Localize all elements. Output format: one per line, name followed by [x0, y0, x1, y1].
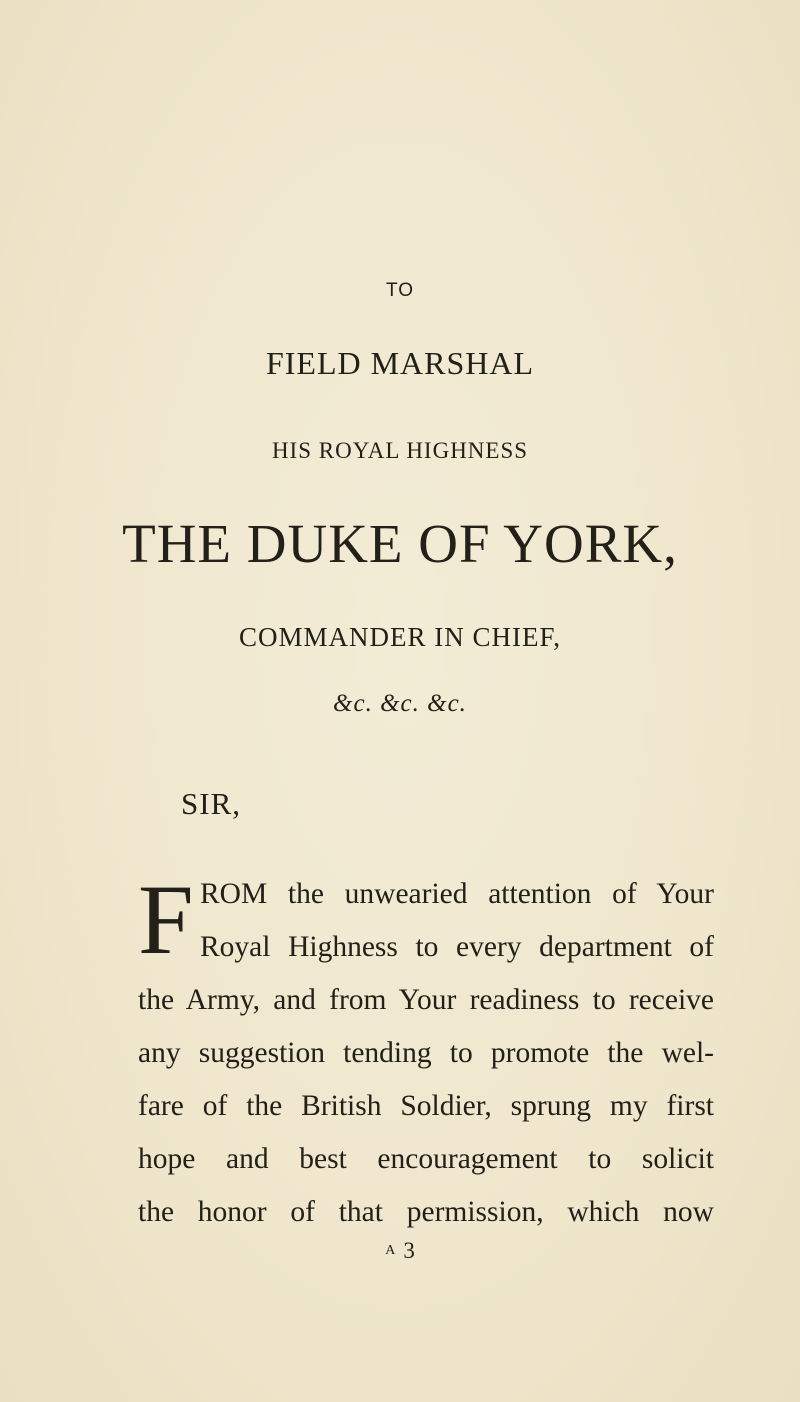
dedication-name: THE DUKE OF YORK,	[122, 513, 678, 574]
signature-mark	[0, 1238, 800, 1264]
body-line-2: Royal Highness to every department of	[200, 931, 714, 963]
drop-cap: F	[138, 864, 194, 975]
body-line-4: any suggestion tending to promote the wel-	[138, 1037, 714, 1069]
dedication-rank: FIELD MARSHAL	[265, 345, 535, 381]
body-line-5: fare of the British Soldier, sprung my first	[138, 1090, 714, 1122]
body-line-6: hope and best encouragement to solicit	[138, 1143, 714, 1175]
signature-letter: A	[385, 1243, 396, 1258]
dedication-etc: &c. &c. &c.	[333, 690, 467, 717]
body-line-1: ROM the unwearied attention of Your	[200, 878, 714, 910]
dedication-office: COMMANDER IN CHIEF,	[238, 622, 562, 652]
letter-salutation: SIR,	[181, 786, 241, 821]
dedication-to: TO	[385, 280, 415, 301]
body-line-3: the Army, and from Your readiness to receive	[138, 984, 714, 1016]
signature-number: 3	[403, 1238, 415, 1263]
body-line-7: the honor of that permission, which now	[138, 1196, 714, 1228]
letter-body	[138, 864, 714, 1239]
dedication-style: HIS ROYAL HIGHNESS	[271, 438, 529, 463]
